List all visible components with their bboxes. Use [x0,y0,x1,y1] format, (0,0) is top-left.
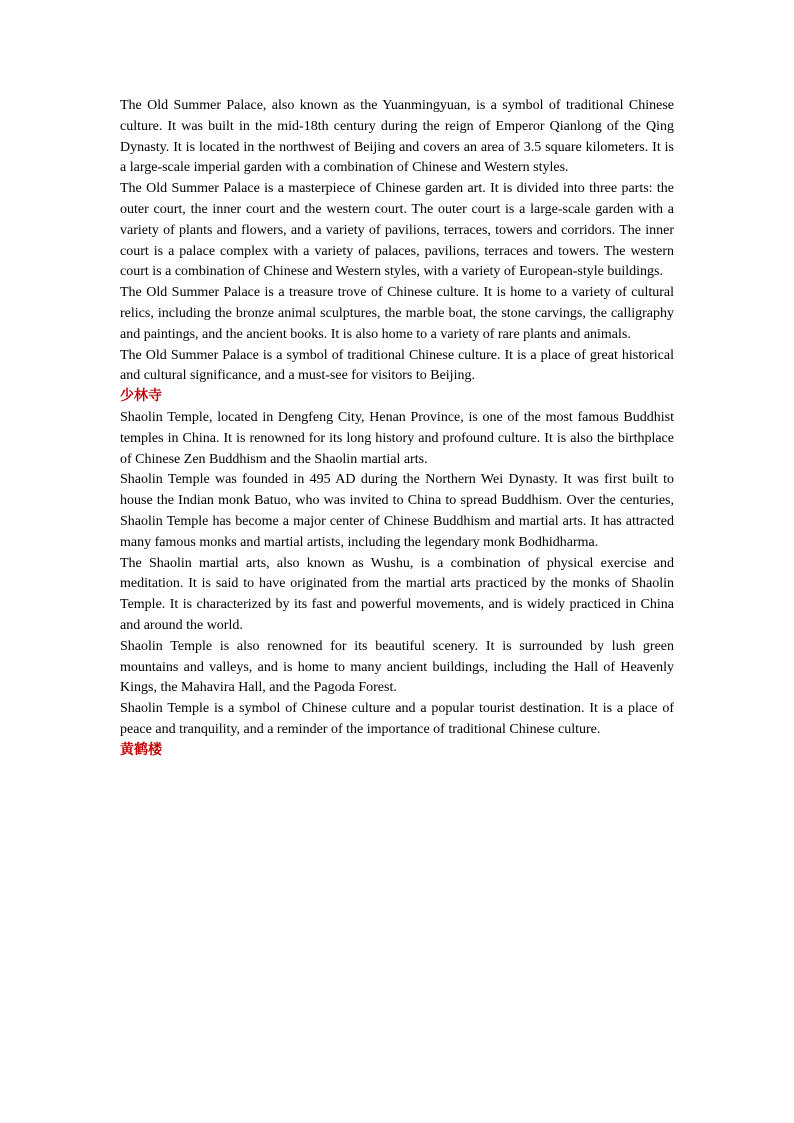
paragraph: The Old Summer Palace, also known as the Yuanmingyuan, is a symbol of traditional Chinese culture. It was built in the mid-18th century during the reign of Emperor Qianlong of the Qing Dynasty. It is located in the northwest of Beijing and covers an area of 3.5 square kilometers. It is a large-scale imperial garden with a combination of Chinese and Western styles. [120,98,674,176]
paragraph: Shaolin Temple is also renowned for its beautiful scenery. It is surrounded by lush green mountains and valleys, and is home to many ancient buildings, including the Hall of Heavenly Kings, the Mahavira Hall, and the Pagoda Forest. [120,638,674,696]
paragraph: The Old Summer Palace is a treasure trove of Chinese culture. It is home to a variety of cultural relics, including the bronze animal sculptures, the marble boat, the stone carvings, the calligraphy and paintings, and the ancient books. It is also home to a variety of rare plants and animals. [120,285,674,342]
document-page [120,96,674,762]
section-heading-shaolin: 少林寺 [120,389,162,405]
paragraph: Shaolin Temple is a symbol of Chinese culture and a popular tourist destination. It is a place of peace and tranquility, and a reminder of the importance of traditional Chinese culture. [120,701,674,737]
paragraph: The Old Summer Palace is a symbol of traditional Chinese culture. It is a place of great historical and cultural significance, and a must-see for visitors to Beijing. [120,347,674,384]
paragraph: The Shaolin martial arts, also known as Wushu, is a combination of physical exercise and meditation. It is said to have originated from the martial arts practiced by the monks of Shaolin Temple. It is characterized by its fast and powerful movements, and is widely practiced in China and around the world. [120,555,674,633]
paragraph: The Old Summer Palace is a masterpiece of Chinese garden art. It is divided into three parts: the outer court, the inner court and the western court. The outer court is a large-scale garden with a variety of plants and flowers, and a variety of pavilions, terraces, towers and corridors. The inner court is a palace complex with a variety of palaces, pavilions, terraces and towers. The western court is a combination of Chinese and Western styles, with a variety of European-style buildings. [120,181,674,280]
paragraph: Shaolin Temple was founded in 495 AD during the Northern Wei Dynasty. It was first built to house the Indian monk Batuo, who was invited to China to spread Buddhism. Over the centuries, Shaolin Temple has become a major center of Chinese Buddhism and martial arts. It has attracted many famous monks and martial artists, including the legendary monk Bodhidharma. [120,472,674,550]
section-heading-yellow-crane-tower: 黄鹤楼 [120,742,162,758]
paragraph: Shaolin Temple, located in Dengfeng City, Henan Province, is one of the most famous Buddhist temples in China. It is renowned for its long history and profound culture. It is also the birthplace of Chinese Zen Buddhism and the Shaolin martial arts. [120,409,674,467]
